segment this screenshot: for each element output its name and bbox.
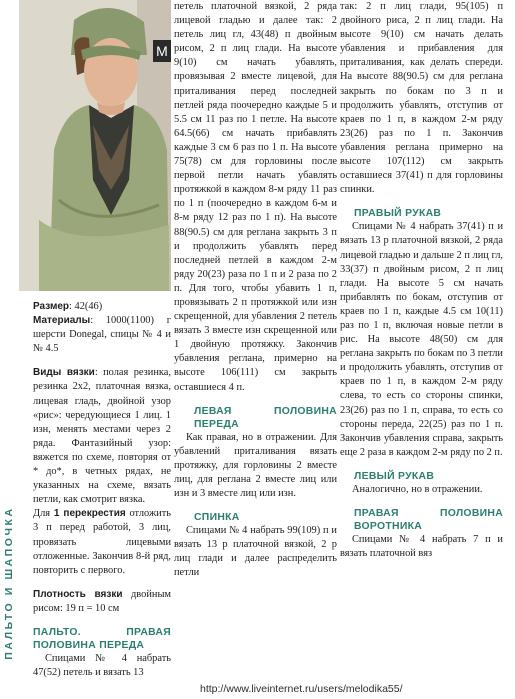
spacer [33, 616, 171, 626]
magazine-logo: M [153, 40, 171, 62]
right-front-continued-text: петель платочной вязкой, 2 ряда лицевой гладью и далее так: 2 петель лиц гл, 43(48) п двойным рисом, 2 п лиц глади. На высоте 9(10) см начать убавлять, провязывая 2 вместе лицевой, для приталивания перед последней петлей ряда поочередно каждые 5 и 5.5 см 11 раз по 1 петле. На высоте 64.5(66) см начать прибавлять каждые 3 см 6 раз по 1 п. На высоте 75(78) см для горловины после первой петли начать убавлять протяжкой в каждом 8-м ряду 11 раз по 1 п (поочередно в каждом 6-м и 8-м ряду 12 раз по 1 п). На высоте 88(90.5) см для реглана закрыть 3 п и продолжить убавлять перед последней петлей в каждом 2-м ряду 20(23) раза по 1 п и 2 раза по 2 п. Для того, чтобы убавить 1 п, провязывать 2 п протяжкой или изн скрещенной, для убавления 2 петель вязать 3 вместе изн скрещенной или 1 двойную протяжку. Закончив убавления реглана, примерно на высоте 106(111) см закрыть оставшиеся 4 п. [174, 1, 337, 393]
materials-value: : 1000(1100) г шерсти Donegal, спицы № 4 и № 4.5 [33, 315, 171, 355]
column-3 [340, 0, 503, 561]
watermark-url: http://www.liveinternet.ru/users/melodika55/ [200, 683, 403, 695]
model-photo-icon [19, 0, 171, 291]
column-1 [33, 300, 171, 680]
section-heading-left-sleeve: ЛЕВЫЙ РУКАВ [354, 470, 435, 482]
stitches-label: Виды вязки [33, 367, 95, 379]
spacer [174, 501, 337, 511]
side-title [2, 470, 16, 695]
coat-right-front-text: Спицами № 4 набрать 47(52) петель и вязать 13 [33, 652, 171, 679]
right-sleeve-text: Спицами № 4 набрать 37(41) п и вязать 13 р платочной вязкой, 2 ряда лицевой гладью и дальше 2 п лиц гл, 33(37) п двойным рисом, 2 п лиц глади. На высоте 5 см начать прибавлять по бокам, отступив от краев по 1 п, каждые 4.5 см 10(11) раз по 1 п, включая новые петли в рис. На высоте 48(50) см для реглана закрыть по бокам по 3 петли и продолжить убавлять, отступив от краев по 1 п, в каждом 2-м ряду слева, то есть со стороны спинки, 23(26) раз по 1 п, справа, то есть со стороны переда, 22(25) раз по 1 п. Закончив убавления справа, закрыть еще 2 раза в каждом 2-м ряду по 2 п. [340, 221, 503, 458]
model-photo [19, 0, 171, 291]
section-heading-left-front: ЛЕВАЯ ПОЛОВИНА ПЕРЕДА [194, 405, 337, 430]
spacer [340, 460, 503, 470]
materials-line [33, 314, 171, 356]
back-continued-text: так: 2 п лиц глади, 95(105) п двойного риса, 2 п лиц глади. На высоте 9(10) см начать делать убавления и прибавления для приталивания, как делать спереди. На высоте 88(90.5) см для реглана закрыть по бокам по 3 п и продолжить убавлять, отступив от краев по 1 п, в каждом 2-м ряду 23(26) раз по 1 п. Закончив убавления реглана примерно на высоте 107(112) см закрыть оставшиеся 37(41) п для горловины спинки. [340, 1, 503, 196]
size-label: Размер [33, 301, 70, 312]
spacer [340, 197, 503, 207]
section-heading-back: СПИНКА [194, 512, 240, 524]
right-collar-text: Спицами № 4 набрать 7 п и вязать платочной вяз [340, 534, 503, 560]
spacer [340, 497, 503, 507]
density-value: двойным рисом: 19 п = 10 см [33, 588, 172, 614]
column-2 [174, 0, 337, 580]
spacer [33, 578, 171, 588]
cross-label: 1 перекрестия [53, 508, 126, 520]
section-heading-coat-right-front: ПАЛЬТО. ПРАВАЯ ПОЛОВИНА ПЕРЕДА [33, 626, 171, 651]
cross-line [33, 507, 171, 577]
left-front-text: Как правая, но в отражении. Для убавлений приталивания вязать протяжку, для горловины 2 вместе лиц, для реглана 2 вместе лиц или изн и 3 вместе лиц или изн. [174, 431, 337, 499]
back-text: Спицами № 4 набрать 99(109) п и вязать 13 р платочной вязкой, 2 р лиц глади и далее распределить петли [174, 525, 337, 579]
size-line [33, 300, 171, 314]
density-label: Плотность вязки [33, 588, 123, 600]
section-heading-right-sleeve: ПРАВЫЙ РУКАВ [354, 208, 442, 220]
spacer [174, 395, 337, 405]
materials-label: Материалы [33, 315, 91, 327]
stitches-value: : полая резинка, резинка 2х2, платочная вязка, лицевая гладь, двойной узор «рис»: чередующиеся 1 лиц. 1 изн, менять местами через 2 ряда. Фантазийный узор: вяжется по схеме, повторяя от * до*, в четных рядах, не указанных на схеме, вязать петли, как смотрит вязка. [33, 367, 171, 506]
density-line [33, 588, 171, 616]
stitches-line [33, 366, 171, 507]
left-sleeve-text: Аналогично, но в отражении. [352, 483, 483, 495]
side-title-text: ПАЛЬТО И ШАПОЧКА [3, 505, 15, 660]
section-heading-right-collar: ПРАВАЯ ПОЛОВИНА ВОРОТНИКА [354, 508, 503, 532]
cross-pre: Для [33, 508, 54, 520]
spacer [33, 356, 171, 366]
cross-value: отложить 3 п перед работой, 3 лиц, провязать лицевыми отложенные. Закончив 8-й ряд, повторить с первого. [33, 508, 171, 576]
size-value: : 42(46) [69, 301, 103, 312]
